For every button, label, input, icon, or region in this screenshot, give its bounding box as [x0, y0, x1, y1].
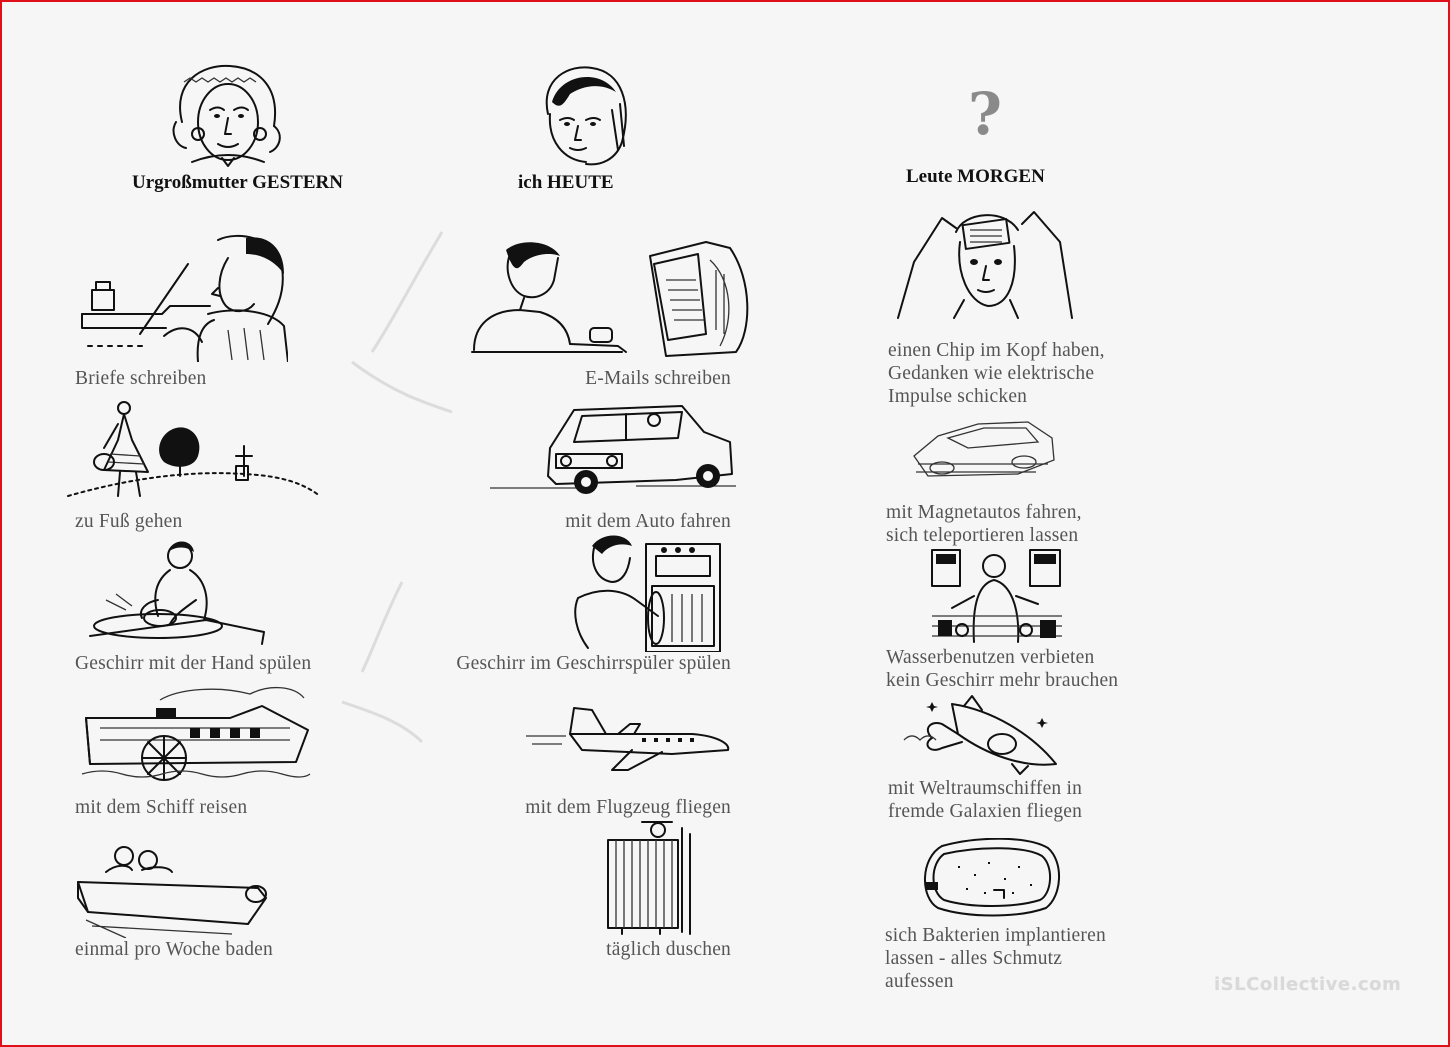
caption-tomorrow-5 — [885, 924, 1106, 993]
caption-yesterday-2: zu Fuß gehen — [75, 511, 183, 532]
spaceship-icon — [902, 694, 1062, 776]
dishwasher-icon — [548, 532, 726, 652]
caption-tomorrow-4-line-1: mit Weltraumschiffen in — [888, 778, 1083, 799]
caption-today-4: mit dem Flugzeug fliegen — [525, 797, 731, 818]
caption-tomorrow-1-line-2: Gedanken wie elektrische — [888, 363, 1095, 384]
computer-user-icon — [470, 240, 752, 362]
background-scribbles — [332, 202, 472, 762]
shower-icon — [602, 820, 698, 936]
caption-tomorrow-1-line-1: einen Chip im Kopf haben, — [888, 340, 1105, 361]
hand-washing-dishes-icon — [86, 540, 270, 650]
caption-yesterday-5: einmal pro Woche baden — [75, 939, 273, 960]
caption-tomorrow-5-line-2: lassen - alles Schmutz — [885, 948, 1063, 969]
crowded-kitchen-icon — [928, 546, 1066, 646]
magnet-car-icon — [908, 416, 1058, 482]
caption-today-3: Geschirr im Geschirrspüler spülen — [456, 653, 731, 674]
caption-yesterday-1: Briefe schreiben — [75, 368, 207, 389]
caption-today-2: mit dem Auto fahren — [565, 511, 731, 532]
paddle-steamer-icon — [80, 684, 314, 786]
caption-tomorrow-2 — [886, 501, 1082, 547]
airplane-icon — [522, 704, 734, 774]
bacteria-tub-icon — [918, 838, 1064, 920]
caption-tomorrow-2-line-1: mit Magnetautos fahren, — [886, 502, 1082, 523]
caption-today-1: E-Mails schreiben — [585, 368, 731, 389]
column-heading-today: ich HEUTE — [518, 172, 614, 193]
caption-yesterday-4: mit dem Schiff reisen — [75, 797, 248, 818]
quill-writing-woman-icon — [78, 234, 288, 362]
caption-tomorrow-3 — [886, 646, 1118, 692]
chip-in-head-icon — [894, 202, 1076, 324]
caption-tomorrow-3-line-1: Wasserbenutzen verbieten — [886, 647, 1095, 668]
caption-tomorrow-1 — [888, 339, 1105, 408]
caption-tomorrow-5-line-1: sich Bakterien implantieren — [885, 925, 1106, 946]
bathtub-icon — [72, 842, 272, 938]
caption-tomorrow-2-line-2: sich teleportieren lassen — [886, 525, 1079, 546]
column-heading-tomorrow: Leute MORGEN — [906, 166, 1045, 187]
caption-tomorrow-4 — [888, 777, 1082, 823]
caption-tomorrow-5-line-3: aufessen — [885, 971, 954, 992]
question-mark-icon: ? — [968, 80, 1002, 148]
watermark: iSLCollective.com — [1214, 974, 1402, 995]
teen-portrait-icon — [530, 64, 634, 168]
column-heading-yesterday: Urgroßmutter GESTERN — [132, 172, 343, 193]
great-grandmother-portrait-icon — [162, 62, 292, 170]
walking-woman-icon — [64, 400, 324, 504]
car-icon — [486, 402, 740, 496]
caption-tomorrow-4-line-2: fremde Galaxien fliegen — [888, 801, 1083, 822]
caption-today-5: täglich duschen — [606, 939, 731, 960]
caption-tomorrow-3-line-2: kein Geschirr mehr brauchen — [886, 670, 1119, 691]
caption-tomorrow-1-line-3: Impulse schicken — [888, 386, 1028, 407]
caption-yesterday-3: Geschirr mit der Hand spülen — [75, 653, 312, 674]
